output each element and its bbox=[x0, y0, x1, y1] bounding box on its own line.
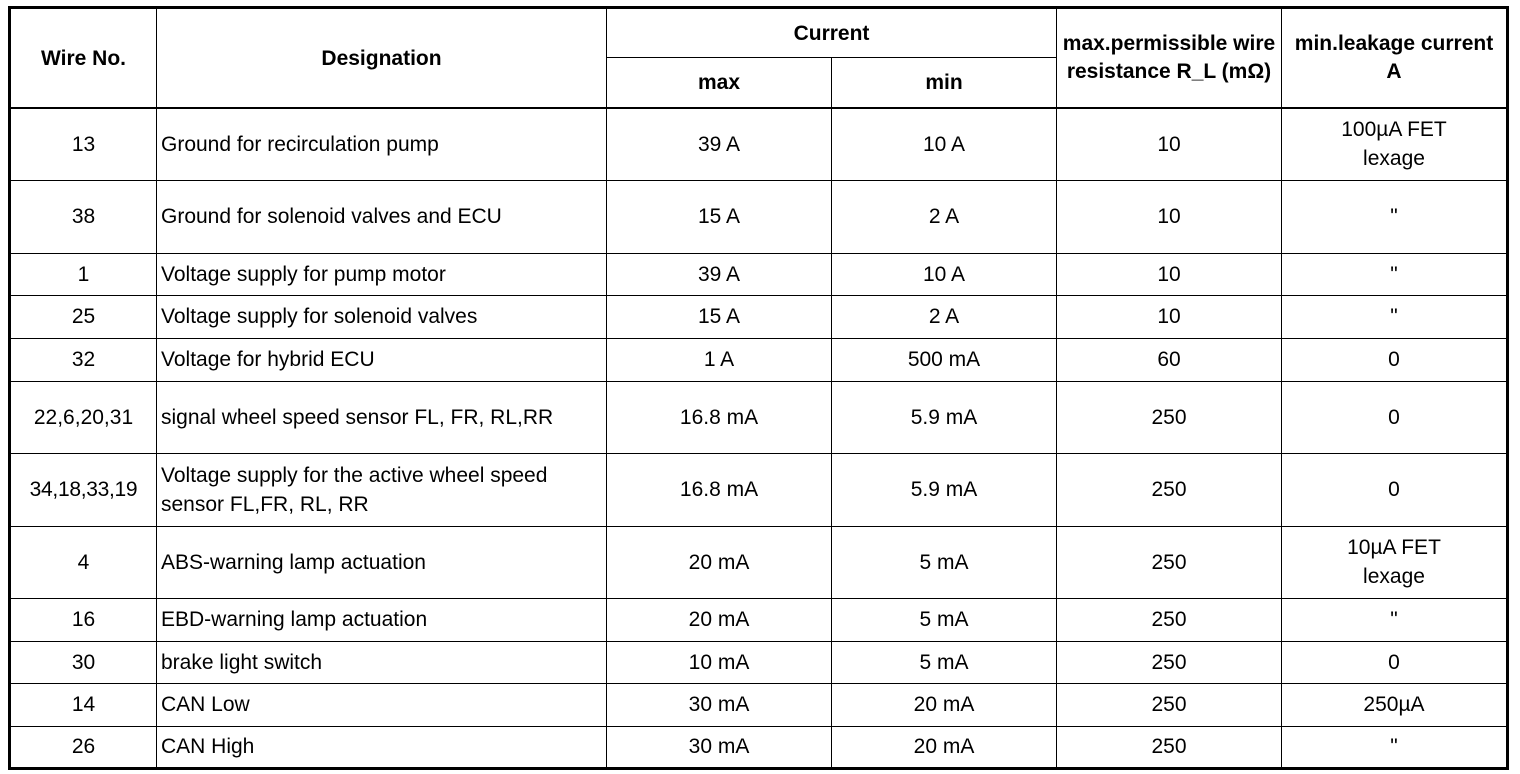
cell-current-max: 10 mA bbox=[607, 641, 832, 683]
cell-leakage: " bbox=[1282, 295, 1508, 338]
table-row bbox=[10, 641, 1508, 683]
cell-designation: Voltage for hybrid ECU bbox=[157, 338, 607, 381]
cell-resistance: 250 bbox=[1057, 598, 1282, 641]
cell-wire-no: 25 bbox=[10, 295, 157, 338]
cell-resistance: 10 bbox=[1057, 180, 1282, 253]
cell-leakage: " bbox=[1282, 726, 1508, 768]
table-row bbox=[10, 253, 1508, 295]
cell-current-max: 39 A bbox=[607, 108, 832, 180]
cell-current-max: 16.8 mA bbox=[607, 453, 832, 526]
cell-wire-no: 1 bbox=[10, 253, 157, 295]
table-row bbox=[10, 180, 1508, 253]
cell-current-min: 5 mA bbox=[832, 641, 1057, 683]
cell-designation: signal wheel speed sensor FL, FR, RL,RR bbox=[157, 381, 607, 453]
cell-leakage: 0 bbox=[1282, 641, 1508, 683]
cell-designation: brake light switch bbox=[157, 641, 607, 683]
cell-leakage: 0 bbox=[1282, 338, 1508, 381]
header-current-min: min bbox=[832, 58, 1057, 109]
cell-current-min: 5.9 mA bbox=[832, 453, 1057, 526]
cell-current-max: 15 A bbox=[607, 295, 832, 338]
cell-current-max: 16.8 mA bbox=[607, 381, 832, 453]
cell-designation: CAN High bbox=[157, 726, 607, 768]
cell-resistance: 10 bbox=[1057, 108, 1282, 180]
cell-wire-no: 4 bbox=[10, 526, 157, 598]
cell-designation: Voltage supply for the active wheel speed sensor FL,FR, RL, RR bbox=[157, 453, 607, 526]
cell-resistance: 250 bbox=[1057, 381, 1282, 453]
cell-current-max: 30 mA bbox=[607, 726, 832, 768]
cell-resistance: 60 bbox=[1057, 338, 1282, 381]
table-row bbox=[10, 726, 1508, 768]
table-row bbox=[10, 453, 1508, 526]
cell-current-min: 2 A bbox=[832, 295, 1057, 338]
cell-leakage: 250µA bbox=[1282, 683, 1508, 726]
cell-leakage: 0 bbox=[1282, 381, 1508, 453]
table-row bbox=[10, 338, 1508, 381]
cell-current-min: 5 mA bbox=[832, 526, 1057, 598]
table-row bbox=[10, 683, 1508, 726]
wire-spec-table bbox=[8, 6, 1509, 770]
cell-resistance: 250 bbox=[1057, 726, 1282, 768]
cell-current-min: 10 A bbox=[832, 108, 1057, 180]
cell-wire-no: 38 bbox=[10, 180, 157, 253]
cell-current-max: 1 A bbox=[607, 338, 832, 381]
cell-leakage: 100µA FET lexage bbox=[1282, 108, 1508, 180]
cell-current-min: 500 mA bbox=[832, 338, 1057, 381]
cell-current-max: 20 mA bbox=[607, 526, 832, 598]
cell-designation: Ground for recirculation pump bbox=[157, 108, 607, 180]
header-designation: Designation bbox=[157, 8, 607, 109]
cell-designation: Voltage supply for pump motor bbox=[157, 253, 607, 295]
header-current-max: max bbox=[607, 58, 832, 109]
header-resistance: max.permissible wire resistance R_L (mΩ) bbox=[1057, 8, 1282, 109]
cell-leakage: " bbox=[1282, 180, 1508, 253]
cell-resistance: 250 bbox=[1057, 526, 1282, 598]
cell-wire-no: 16 bbox=[10, 598, 157, 641]
cell-wire-no: 34,18,33,19 bbox=[10, 453, 157, 526]
cell-current-max: 20 mA bbox=[607, 598, 832, 641]
cell-designation: EBD-warning lamp actuation bbox=[157, 598, 607, 641]
cell-resistance: 250 bbox=[1057, 683, 1282, 726]
cell-wire-no: 32 bbox=[10, 338, 157, 381]
cell-resistance: 10 bbox=[1057, 295, 1282, 338]
cell-current-min: 20 mA bbox=[832, 683, 1057, 726]
cell-leakage: " bbox=[1282, 253, 1508, 295]
cell-current-min: 5 mA bbox=[832, 598, 1057, 641]
cell-current-min: 20 mA bbox=[832, 726, 1057, 768]
cell-leakage: " bbox=[1282, 598, 1508, 641]
table-row bbox=[10, 381, 1508, 453]
cell-designation: Voltage supply for solenoid valves bbox=[157, 295, 607, 338]
cell-current-min: 10 A bbox=[832, 253, 1057, 295]
table-row bbox=[10, 295, 1508, 338]
cell-designation: CAN Low bbox=[157, 683, 607, 726]
table-row bbox=[10, 598, 1508, 641]
cell-current-max: 39 A bbox=[607, 253, 832, 295]
cell-wire-no: 30 bbox=[10, 641, 157, 683]
cell-leakage: 10µA FET lexage bbox=[1282, 526, 1508, 598]
cell-resistance: 10 bbox=[1057, 253, 1282, 295]
cell-wire-no: 14 bbox=[10, 683, 157, 726]
cell-wire-no: 13 bbox=[10, 108, 157, 180]
cell-resistance: 250 bbox=[1057, 641, 1282, 683]
cell-designation: Ground for solenoid valves and ECU bbox=[157, 180, 607, 253]
cell-designation: ABS-warning lamp actuation bbox=[157, 526, 607, 598]
header-current: Current bbox=[607, 8, 1057, 58]
cell-current-max: 30 mA bbox=[607, 683, 832, 726]
cell-resistance: 250 bbox=[1057, 453, 1282, 526]
cell-current-max: 15 A bbox=[607, 180, 832, 253]
table-header bbox=[10, 8, 1508, 109]
header-wire-no: Wire No. bbox=[10, 8, 157, 109]
cell-current-min: 5.9 mA bbox=[832, 381, 1057, 453]
cell-leakage: 0 bbox=[1282, 453, 1508, 526]
cell-current-min: 2 A bbox=[832, 180, 1057, 253]
header-leakage: min.leakage current A bbox=[1282, 8, 1508, 109]
cell-wire-no: 26 bbox=[10, 726, 157, 768]
table-row bbox=[10, 108, 1508, 180]
cell-wire-no: 22,6,20,31 bbox=[10, 381, 157, 453]
table-row bbox=[10, 526, 1508, 598]
